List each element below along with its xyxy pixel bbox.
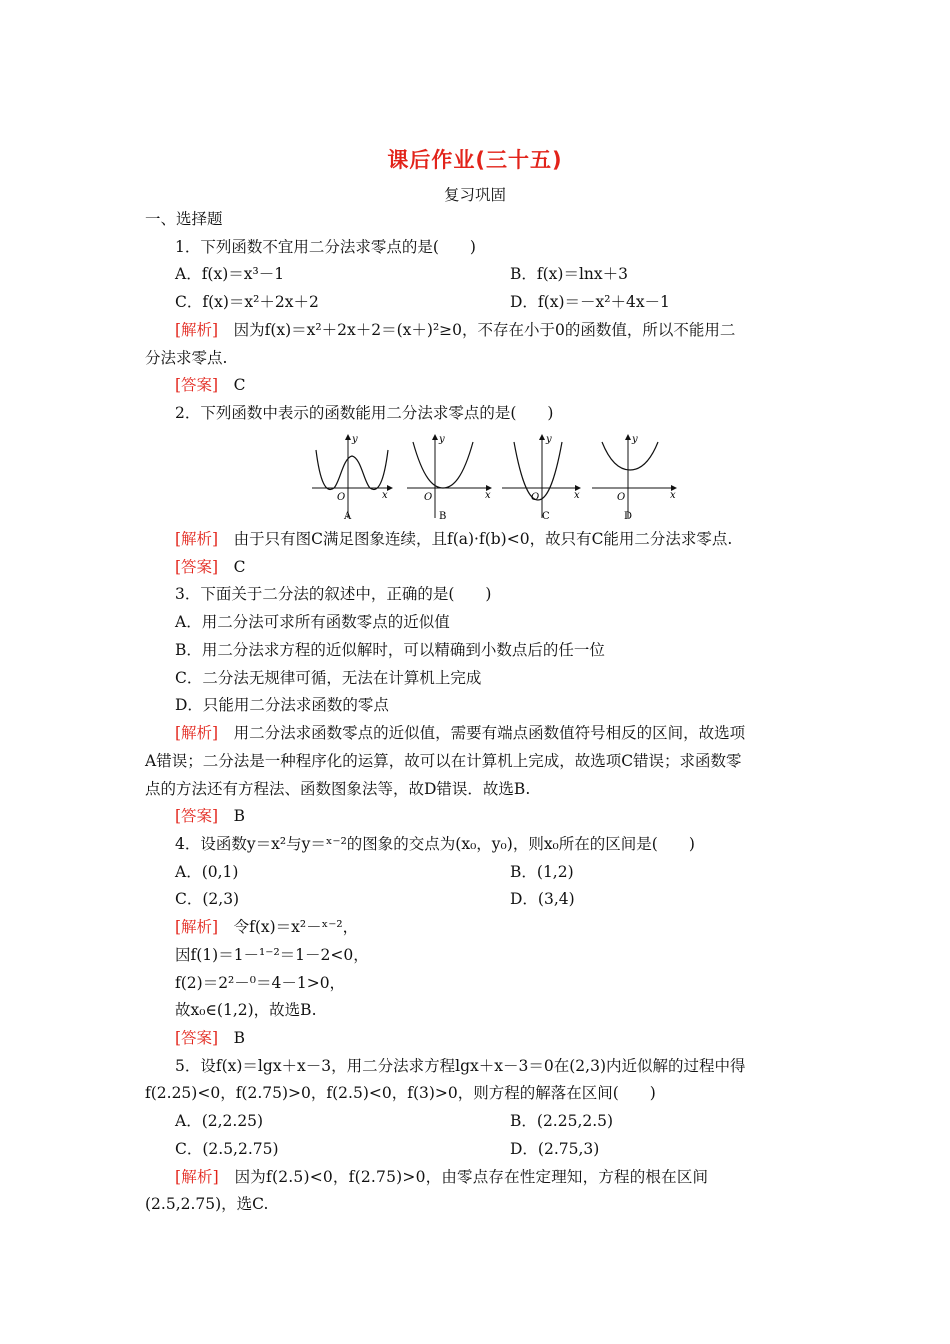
axis-y-label: y [546, 434, 552, 445]
q3-option-d: D．只能用二分法求函数的零点 [175, 696, 389, 714]
q4-option-c: C．(2,3) [175, 890, 240, 908]
graph-label-d: D [624, 511, 633, 522]
analysis-text: 因为f(x)＝x²＋2x＋2＝(x＋)²≥0，不存在小于0的函数值，所以不能用二 [218, 321, 736, 339]
origin-label: O [424, 492, 433, 503]
q2-answer [175, 556, 245, 578]
analysis-tag: [解析] [175, 530, 219, 548]
q4-option-a: A．(0,1) [175, 863, 239, 881]
analysis-tag: [解析] [175, 321, 219, 339]
axis-y-label: y [632, 434, 638, 445]
q1-option-b: B．f(x)＝lnx＋3 [510, 265, 629, 283]
q1-option-d: D．f(x)＝－x²＋4x－1 [510, 293, 670, 311]
page-title: 课后作业(三十五) [387, 148, 563, 172]
q4-analysis-line-2: 因f(1)＝1－¹⁻²＝1－2<0， [175, 946, 369, 964]
q4-option-d: D．(3,4) [510, 890, 575, 908]
q3-answer [175, 805, 245, 827]
answer-tag: [答案] [175, 558, 219, 576]
answer-tag: [答案] [175, 1029, 219, 1047]
graph-label-a: A [344, 511, 352, 522]
q3-option-c: C．二分法无规律可循，无法在计算机上完成 [175, 669, 482, 687]
q3-analysis-cont-2: 点的方法还有方程法、函数图象法等，故D错误．故选B. [145, 780, 531, 798]
origin-label: O [531, 492, 540, 503]
axis-x-label: x [574, 490, 580, 501]
answer-text: C [218, 376, 246, 394]
q4-analysis [175, 916, 358, 938]
q2-graph-panel [310, 430, 680, 522]
analysis-tag: [解析] [175, 1168, 219, 1186]
q5-stem: 5．设f(x)＝lgx＋x－3，用二分法求方程lgx＋x－3＝0在(2,3)内近似解的过程中得 [175, 1057, 746, 1075]
section-heading: 一、选择题 [145, 210, 223, 228]
axis-y-label: y [439, 434, 445, 445]
q2-figures [310, 430, 680, 522]
q4-analysis-line-4: 故x₀∈(1,2)，故选B. [175, 1001, 317, 1019]
q2-analysis [175, 528, 732, 550]
q3-option-b: B．用二分法求方程的近似解时，可以精确到小数点后的任一位 [175, 641, 605, 659]
graph-label-b: B [439, 511, 447, 522]
answer-tag: [答案] [175, 807, 219, 825]
page-subtitle: 复习巩固 [443, 186, 506, 204]
axis-x-label: x [485, 490, 491, 501]
answer-tag: [答案] [175, 376, 219, 394]
origin-label: O [617, 492, 626, 503]
analysis-text: 令f(x)＝x²－ˣ⁻²， [218, 918, 359, 936]
graph-d [592, 434, 676, 522]
analysis-text: 因为f(2.5)<0，f(2.75)>0，由零点存在性定理知，方程的根在区间 [218, 1168, 709, 1186]
q2-stem: 2．下列函数中表示的函数能用二分法求零点的是( ) [175, 404, 554, 422]
q5-analysis-cont: (2.5,2.75)，选C. [145, 1195, 269, 1213]
q1-analysis [175, 319, 735, 341]
graph-b [407, 434, 491, 522]
origin-label: O [337, 492, 346, 503]
q1-analysis-cont: 分法求零点. [145, 349, 228, 367]
q4-option-b: B．(1,2) [510, 863, 574, 881]
analysis-tag: [解析] [175, 724, 219, 742]
q5-option-c: C．(2.5,2.75) [175, 1140, 279, 1158]
answer-text: C [218, 558, 246, 576]
q5-option-b: B．(2.25,2.5) [510, 1112, 614, 1130]
graph-c [502, 434, 580, 522]
q5-option-a: A．(2,2.25) [175, 1112, 264, 1130]
q3-option-a: A．用二分法可求所有函数零点的近似值 [175, 613, 450, 631]
axis-x-label: x [382, 490, 388, 501]
axis-y-label: y [352, 434, 358, 445]
axis-x-label: x [670, 490, 676, 501]
graph-a [312, 434, 392, 522]
q4-analysis-line-3: f(2)＝2²－⁰＝4－1>0， [175, 974, 346, 992]
answer-text: B [218, 1029, 245, 1047]
q1-stem: 1．下列函数不宜用二分法求零点的是( ) [175, 238, 476, 256]
graph-label-c: C [542, 511, 550, 522]
q5-option-d: D．(2.75,3) [510, 1140, 600, 1158]
q3-analysis [175, 722, 745, 744]
q1-answer [175, 374, 245, 396]
analysis-text: 由于只有图C满足图象连续，且f(a)·f(b)<0，故只有C能用二分法求零点. [218, 530, 733, 548]
q1-option-c: C．f(x)＝x²＋2x＋2 [175, 293, 319, 311]
q5-stem-cont: f(2.25)<0，f(2.75)>0，f(2.5)<0，f(3)>0，则方程的解落在区间( ) [145, 1084, 656, 1102]
q3-stem: 3．下面关于二分法的叙述中，正确的是( ) [175, 585, 492, 603]
q4-answer [175, 1027, 245, 1049]
analysis-tag: [解析] [175, 918, 219, 936]
answer-text: B [218, 807, 245, 825]
q3-analysis-cont-1: A错误；二分法是一种程序化的运算，故可以在计算机上完成，故选项C错误；求函数零 [145, 752, 742, 770]
q5-analysis [175, 1166, 708, 1188]
q4-stem: 4．设函数y＝x²与y＝ˣ⁻²的图象的交点为(x₀，y₀)，则x₀所在的区间是( ) [175, 835, 695, 853]
analysis-text: 用二分法求函数零点的近似值，需要有端点函数值符号相反的区间，故选项 [218, 724, 746, 742]
q1-option-a: A．f(x)＝x³－1 [175, 265, 285, 283]
